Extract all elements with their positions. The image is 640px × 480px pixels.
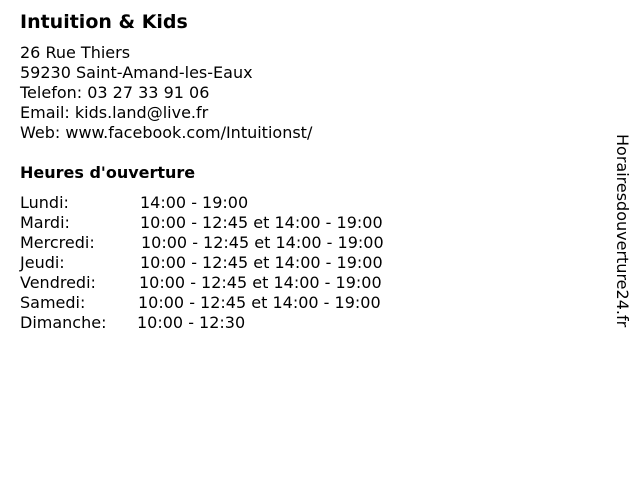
site-watermark: Horairesdouverture24.fr bbox=[613, 134, 632, 328]
day-label: Samedi: bbox=[20, 293, 86, 312]
time-value: 14:00 - 19:00 bbox=[140, 193, 249, 212]
website: Web: www.facebook.com/Intuitionst/ bbox=[20, 123, 313, 142]
time-value: 10:00 - 12:45 et 14:00 - 19:00 bbox=[140, 213, 383, 232]
time-value: 10:00 - 12:45 et 14:00 - 19:00 bbox=[141, 233, 384, 252]
address-street: 26 Rue Thiers bbox=[20, 43, 131, 62]
time-value: 10:00 - 12:30 bbox=[137, 313, 246, 332]
address-city: 59230 Saint-Amand-les-Eaux bbox=[20, 63, 253, 82]
day-label: Jeudi: bbox=[20, 253, 65, 272]
day-label: Vendredi: bbox=[20, 273, 96, 292]
phone-number: Telefon: 03 27 33 91 06 bbox=[20, 83, 210, 102]
opening-hours-title: Heures d'ouverture bbox=[20, 163, 196, 182]
email-address: Email: kids.land@live.fr bbox=[20, 103, 209, 122]
business-name: Intuition & Kids bbox=[20, 11, 188, 33]
time-value: 10:00 - 12:45 et 14:00 - 19:00 bbox=[138, 293, 381, 312]
day-label: Lundi: bbox=[20, 193, 69, 212]
day-label: Mercredi: bbox=[20, 233, 95, 252]
contact-info bbox=[20, 43, 312, 143]
day-label: Dimanche: bbox=[20, 313, 107, 332]
time-value: 10:00 - 12:45 et 14:00 - 19:00 bbox=[140, 253, 383, 272]
time-value: 10:00 - 12:45 et 14:00 - 19:00 bbox=[139, 273, 382, 292]
day-label: Mardi: bbox=[20, 213, 70, 232]
